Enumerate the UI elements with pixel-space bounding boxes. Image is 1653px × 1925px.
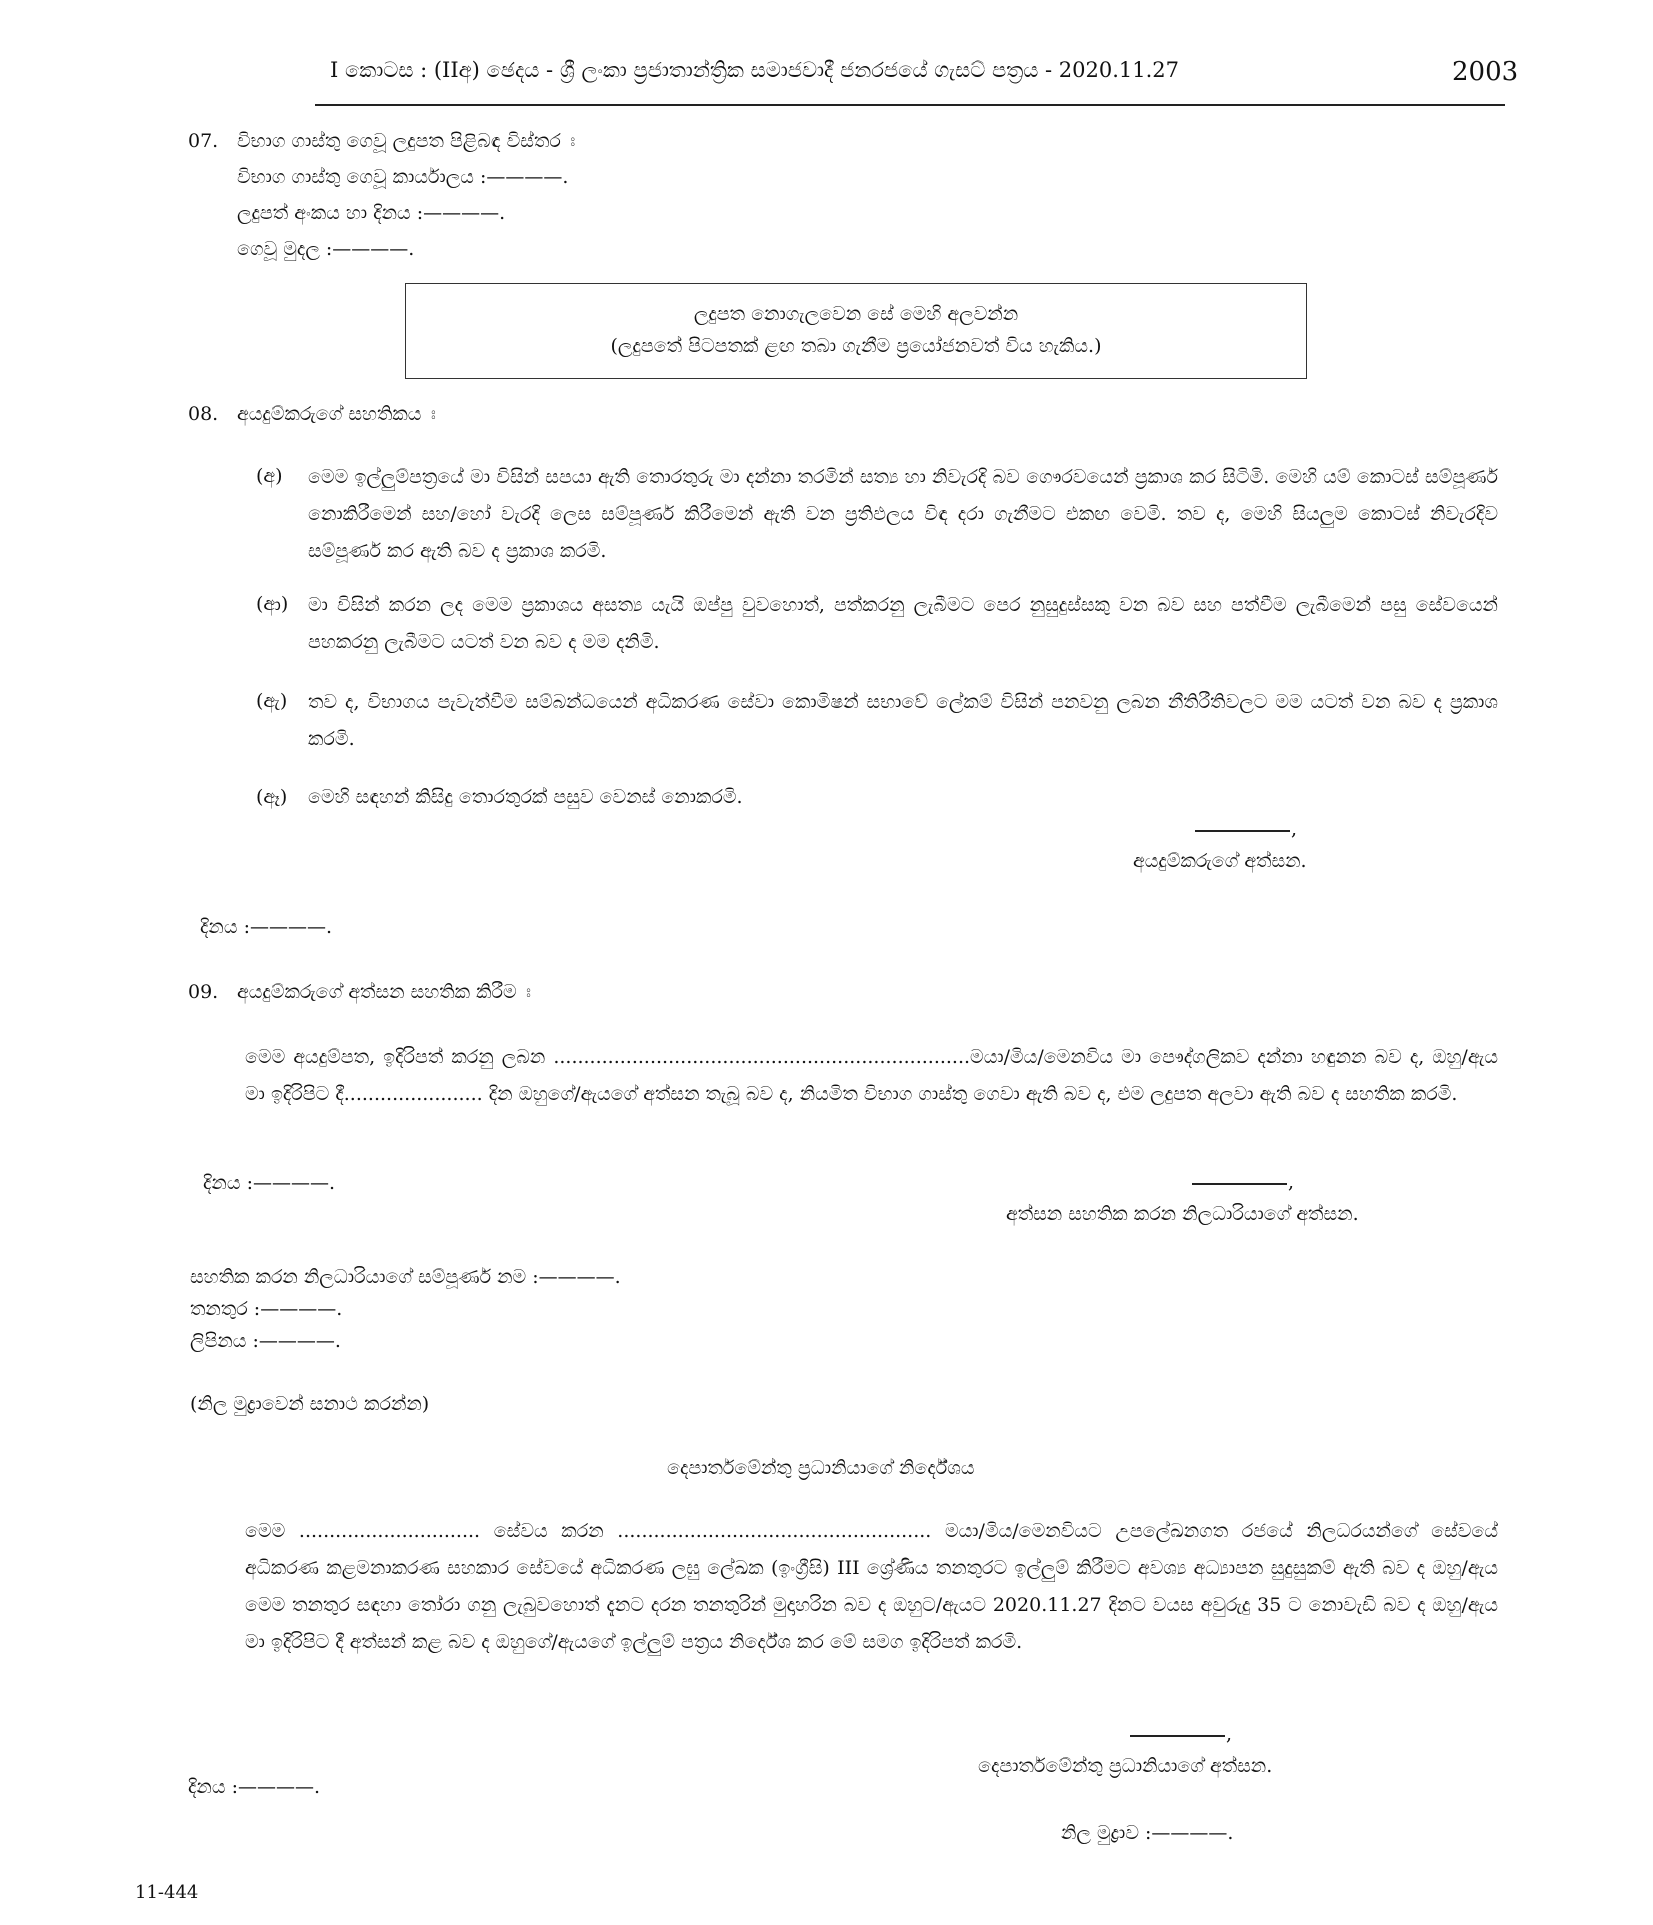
certification-date-field: දිනය :————.: [203, 1172, 336, 1194]
certifying-signature-line: [1192, 1183, 1287, 1185]
paste-box-note: (ලදුපතේ පිටපතක් ළඟ තබා ගැනීම ප්‍රයෝජනවත් විය හැකිය.): [610, 335, 1102, 357]
gazette-header-title: I කොටස : (IIඅ) ඡෙදය - ශ්‍රී ලංකා ප්‍රජාතාන්ත්‍රික සමාජවාදී ජනරජයේ ගැසට් පත්‍රය - 2020.11.27: [330, 58, 1180, 82]
declaration-item-label: (ඈ): [256, 786, 288, 808]
page-number: 2003: [1452, 57, 1519, 87]
certifying-officer-signature-label: අත්සන සහතික කරන නිලධාරියාගේ අත්සන.: [1006, 1203, 1359, 1225]
section-08-number: 08.: [188, 403, 219, 425]
receipt-number-date-field: ලදුපත් අංකය හා දිනය :————.: [237, 202, 506, 224]
certification-body: මෙම අයදුම්පත, ඉදිරිපත් කරනු ලබන .....................................................................මයා/මිය/මෙනවිය මා පෞද්ගලිකව දන්නා හඳුනන බව ද, ඔහු/ඇය මා ඉදිරිපිට දී....................... දින ඔහුගේ/ඇයගේ අත්සන තැබූ බව ද, නියමිත විභාග ගාස්තු ගෙවා ඇති බව ද, එම ලදුපත අලවා ඇති බව ද සහතික කරමි.: [245, 1046, 1498, 1105]
header-divider: [315, 104, 1505, 106]
receipt-paste-box: [405, 283, 1307, 379]
declaration-item-text: මා විසින් කරන ලද මෙම ප්‍රකාශය අසත්‍ය යැයි ඔප්පු වුවහොත්, පත්කරනු ලැබීමට පෙර නුසුදුස්සකු වන බව සහ පත්වීම ලැබීමෙන් පසු සේවයෙන් පහකරනු ලැබීමට යටත් වන බව ද මම දනිමි.: [308, 594, 1498, 653]
declaration-item-label: (අ): [256, 465, 283, 487]
declaration-item-text: තව ද, විභාගය පැවැත්වීම සම්බන්ධයෙන් අධිකරණ සේවා කොමිෂන් සභාවේ ලේකම් විසින් පනවනු ලබන නීතිරීතිවලට මම යටත් වන බව ද ප්‍රකාශ කරමි.: [308, 691, 1498, 750]
applicant-signature-line: [1195, 830, 1290, 832]
officer-full-name-field: සහතික කරන නිලධාරියාගේ සම්පූර්ණ නම :————.: [190, 1266, 621, 1288]
declaration-item-text: මෙම ඉල්ලුම්පත්‍රයේ මා විසින් සපයා ඇති තොරතුරු මා දන්නා තරමින් සත්‍ය හා නිවැරදි බව ගෞරවයෙන් ප්‍රකාශ කර සිටිමි. මෙහි යම් කොටස් සම්පූර්ණ නොකිරීමෙන් සහ/හෝ වැරදි ලෙස සම්පූර්ණ කිරීමෙන් ඇති වන ප්‍රතිඵලය විඳ දරා ගැනීමට එකඟ වෙමි. තව ද, මෙහි සියලුම කොටස් නිවැරදිව සම්පූර්ණ කර ඇති බව ද ප්‍රකාශ කරමි.: [308, 466, 1498, 562]
signature-comma: ,: [1226, 1723, 1233, 1745]
recommendation-body: මෙම .............................. සේවය කරන .................................................... මයා/මිය/මෙනවියට උපලේඛනගත රජයේ නිලධරයන්ගේ සේවයේ අධිකරණ කළමනාකරණ සහකාර සේවයේ අධිකරණ ලඝු ලේඛක (ඉංග්‍රීසි) III ශ්‍රේණිය තනතුරට ඉල්ලුම් කිරීමට අවශ්‍ය අධ්‍යාපන සුදුසුකම් ඇති බව ද ඔහු/ඇය මෙම තනතුර සඳහා තෝරා ගනු ලැබුවහොත් දැනට දරන තනතුරින් මුදාහරින බව ද ඔහුට/ඇයට 2020.11.27 දිනට වයස අවුරුදු 35 ට නොවැඩි බව ද ඔහු/ඇය මා ඉදිරිපිට දී අත්සන් කළ බව ද ඔහුගේ/ඇයගේ ඉල්ලුම් පත්‍රය නිර්දේශ කර මේ සමග ඉදිරිපත් කරමි.: [245, 1520, 1498, 1653]
section-08-heading: අයදුම්කරුගේ සහතිකය ඃ: [237, 403, 436, 425]
official-seal-field: නිල මුද්‍රාව :————.: [1061, 1822, 1234, 1844]
applicant-date-field: දිනය :————.: [200, 916, 333, 938]
section-09-heading: අයදුම්කරුගේ අත්සන සහතික කිරීම ඃ: [237, 981, 531, 1003]
amount-paid-field: ගෙවූ මුදල :————.: [237, 238, 415, 260]
section-07-heading: විභාග ගාස්තු ගෙවූ ලදුපත පිළිබඳ විස්තර ඃ: [237, 130, 576, 152]
applicant-signature-label: අයදුම්කරුගේ අත්සන.: [1133, 850, 1307, 872]
recommendation-date-field: දිනය :————.: [188, 1776, 321, 1798]
section-07-number: 07.: [188, 130, 219, 152]
recommendation-heading: දෙපාර්තමේන්තු ප්‍රධානියාගේ නිර්දේශය: [667, 1457, 975, 1479]
department-head-signature-line: [1130, 1735, 1225, 1737]
section-09-number: 09.: [188, 981, 219, 1003]
officer-position-field: තනතුර :————.: [190, 1298, 343, 1320]
declaration-item-label: (ආ): [256, 593, 289, 615]
paste-box-instruction: ලදුපත නොගැලවෙන සේ මෙහි අලවන්න: [693, 303, 1019, 325]
declaration-item-text: මෙහි සඳහන් කිසිදු තොරතුරක් පසුව වෙනස් නොකරමි.: [308, 786, 743, 808]
officer-address-field: ලිපිනය :————.: [190, 1330, 341, 1352]
department-head-signature-label: දෙපාර්තමේන්තු ප්‍රධානියාගේ අත්සන.: [978, 1755, 1273, 1777]
signature-comma: ,: [1288, 1171, 1295, 1193]
official-seal-note: (නිල මුද්‍රාවෙන් සනාථ කරන්න): [190, 1393, 430, 1415]
exam-fee-office-field: විභාග ගාස්තු ගෙවූ කාර්යාලය :————.: [237, 166, 569, 188]
declaration-item-label: (ඇ): [256, 690, 288, 712]
signature-comma: ,: [1291, 818, 1298, 840]
footer-code: 11-444: [135, 1882, 199, 1903]
